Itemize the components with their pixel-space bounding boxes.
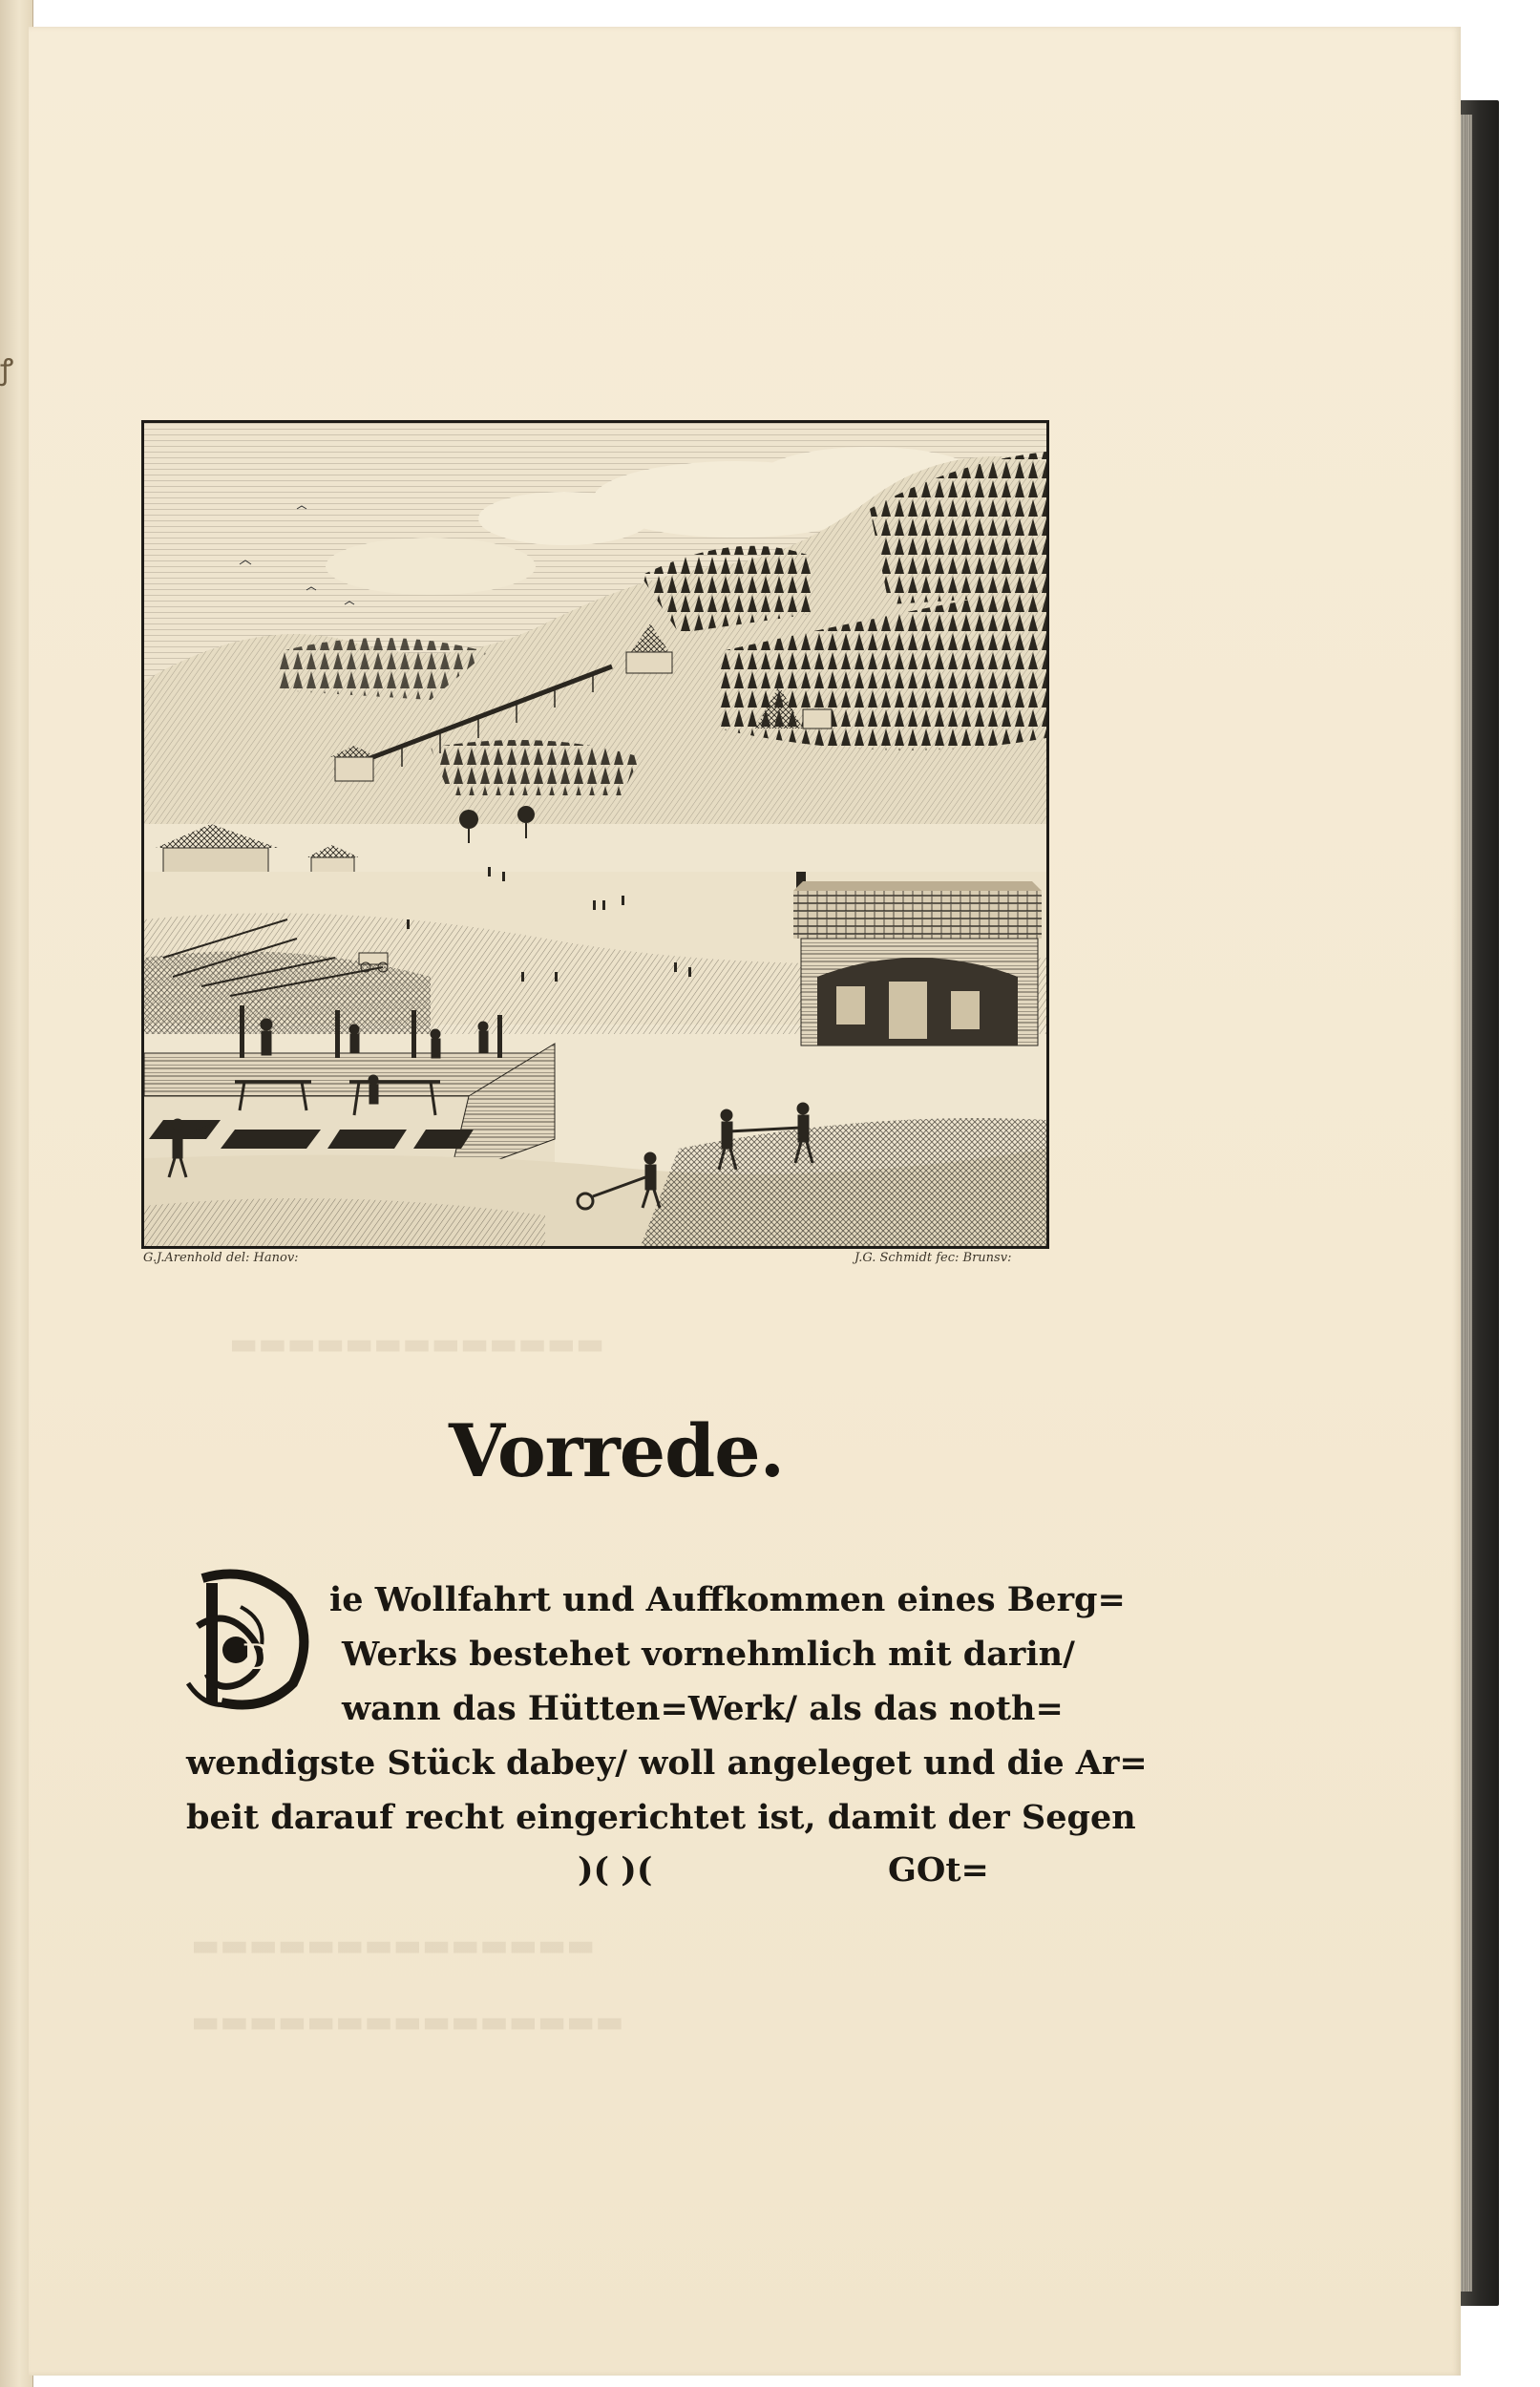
engraving-smelting-works-landscape (141, 420, 1049, 1249)
body-text-line-2: Werks bestehet vornehmlich mit darin/ (342, 1635, 1075, 1674)
left-page-fragment-mark: ꝭ (0, 353, 14, 387)
svg-text:D: D (243, 1637, 273, 1678)
show-through-text: ▬▬▬▬▬▬▬▬▬▬▬▬▬▬ (191, 1927, 596, 1963)
body-text-line-1: ie Wollfahrt und Auffkommen eines Berg= (329, 1580, 1126, 1619)
decorated-initial (183, 1569, 319, 1714)
plate-credit-engraver: J.G. Schmidt fec: Brunsv: (854, 1251, 1012, 1265)
show-through-text: ▬▬▬▬▬▬▬▬▬▬▬▬▬▬▬ (191, 2003, 624, 2039)
body-text-line-3: wann das Hütten=Werk/ als das noth= (342, 1689, 1064, 1728)
body-text-line-5: beit darauf recht eingerichtet ist, damit der Segen (186, 1798, 1136, 1837)
signature-mark: )( )( (578, 1850, 653, 1890)
body-text-line-4: wendigste Stück dabey/ woll angeleget und die Ar= (186, 1743, 1148, 1783)
catchword: GOt= (888, 1850, 989, 1890)
page-heading: Vorrede. (449, 1408, 785, 1493)
plate-credit-draughtsman: G.J.Arenhold del: Hanov: (143, 1251, 299, 1265)
show-through-text: ▬▬▬▬▬▬▬▬▬▬▬▬▬ (229, 1325, 605, 1362)
